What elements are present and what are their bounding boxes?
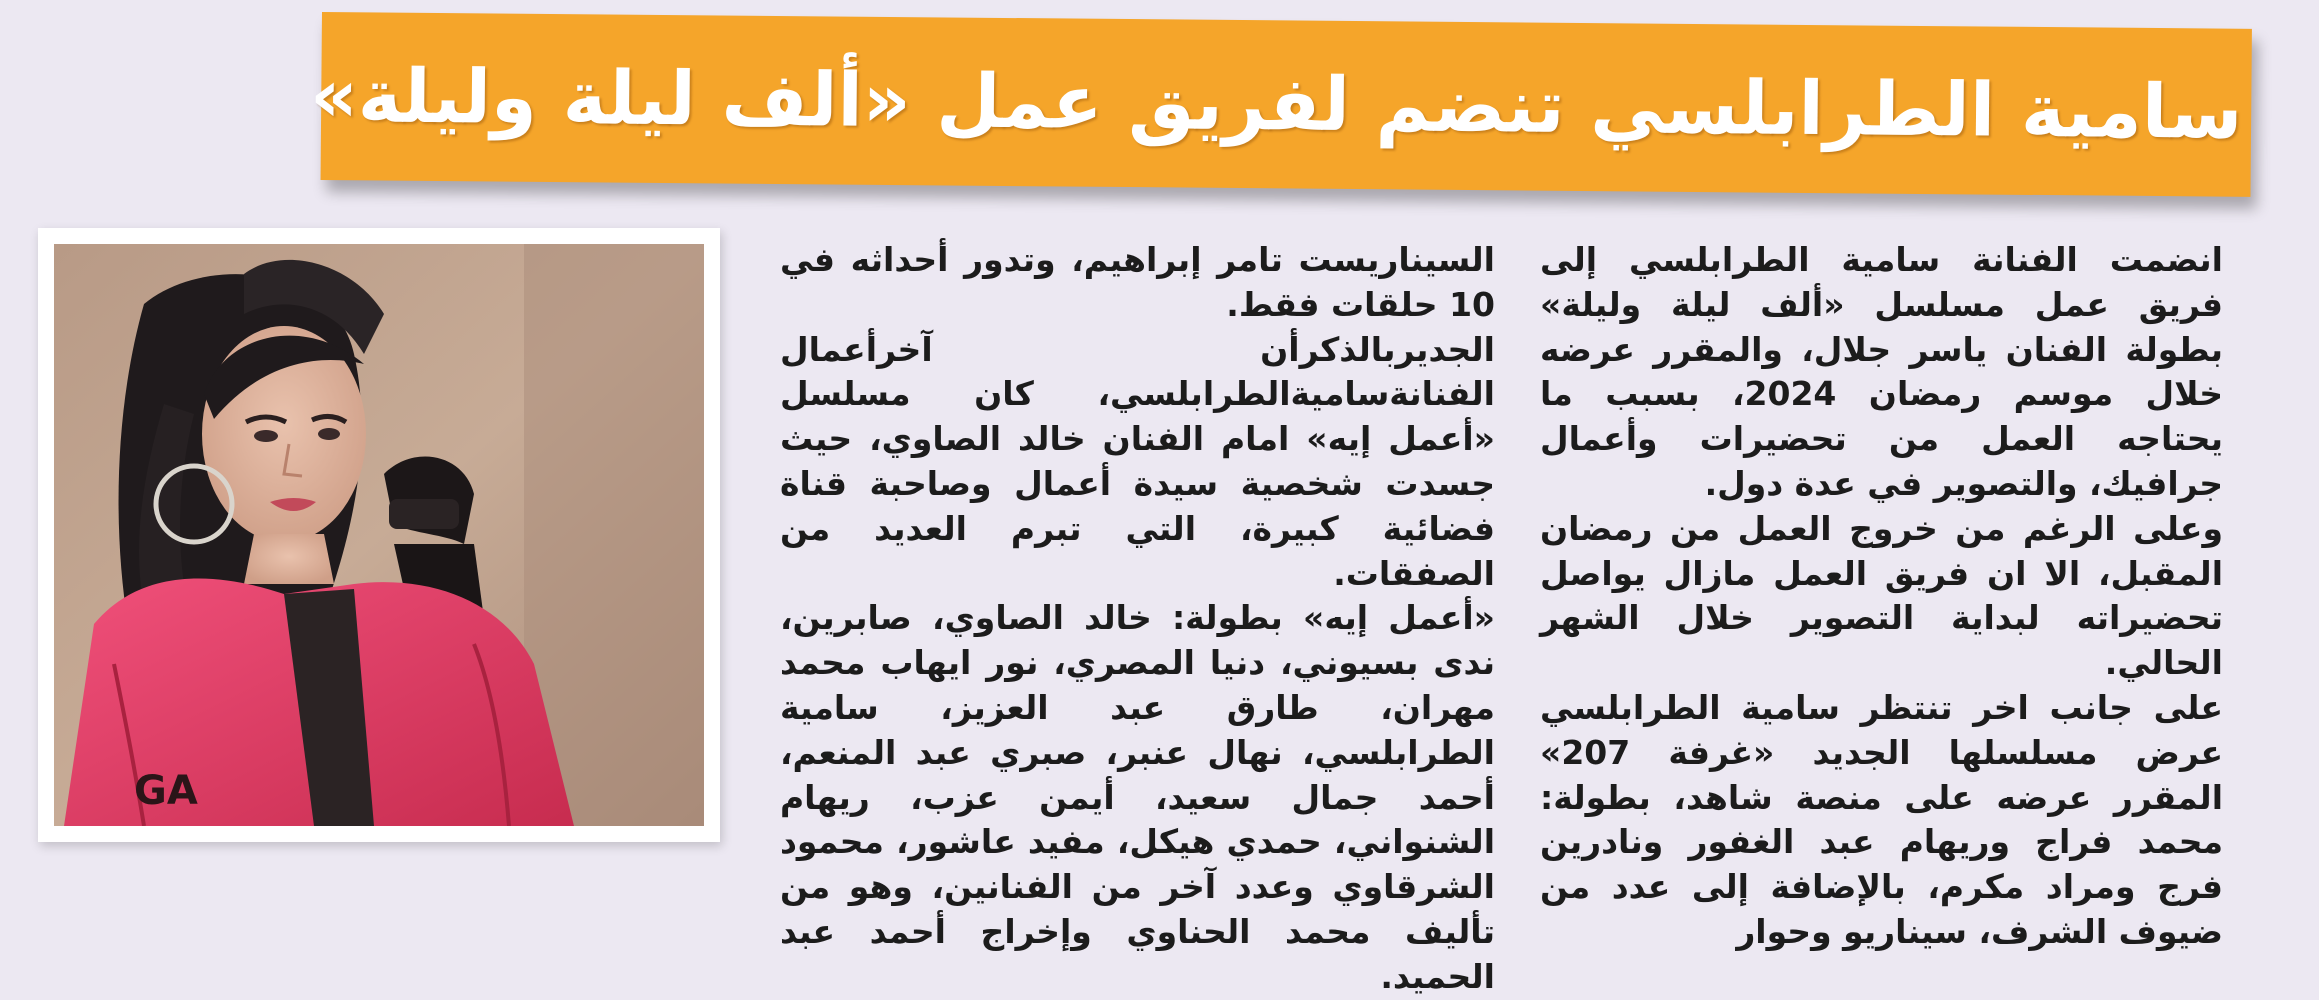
headline: سامية الطرابلسي تنضم لفريق عمل «ألف ليلة وليلة» [309,52,2243,156]
svg-text:GA: GA [134,768,198,814]
article-column-middle [780,238,1495,1000]
paragraph: على جانب اخر تنتظر سامية الطرابلسي عرض مسلسلها الجديد «غرفة 207» المقرر عرضه على منصة شاهد، بطولة: محمد فراج وريهام عبد الغفور ونادرين فرج ومراد مكرم، بالإضافة إلى عدد من ضيوف الشرف، سيناريو وحوار [1540,687,2223,951]
headline-banner [309,12,2252,197]
article-column-right [1540,238,2223,955]
paragraph: انضمت الفنانة سامية الطرابلسي إلى فريق عمل مسلسل «ألف ليلة وليلة» بطولة الفنان ياسر جلال، والمقرر عرضه خلال موسم رمضان 2024، بسبب ما يحتاجه العمل من تحضيرات وأعمال جرافيك، والتصوير في عدة دول. [1540,240,2223,503]
paragraph: الجديربالذكرأن آخرأعمال الفنانةساميةالطرابلسي، كان مسلسل «أعمل إيه» امام الفنان خالد الصاوي، حيث جسدت شخصية سيدة أعمال وصاحبة قناة فضائية كبيرة، التي تبرم العديد من الصفقات. [780,329,1495,593]
paragraph: السيناريست تامر إبراهيم، وتدور أحداثه في 10 حلقات فقط. [780,240,1495,324]
article-photo-frame [38,228,720,842]
article-photo [54,244,704,826]
paragraph: وعلى الرغم من خروج العمل من رمضان المقبل، الا ان فريق العمل مازال يواصل تحضيراته لبداية التصوير خلال الشهر الحالي. [1540,508,2223,683]
paragraph: «أعمل إيه» بطولة: خالد الصاوي، صابرين، ندى بسيوني، دنيا المصري، نور ايهاب محمد مهران، طارق عبد العزيز، سامية الطرابلسي، نهال عنبر، صبري عبد المنعم، أحمد جمال سعيد، أيمن عزب، ريهام الشنواني، حمدي هيكل، مفيد عاشور، محمود الشرقاوي وعدد آخر من الفنانين، وهو من تأليف محمد الحناوي وإخراج أحمد عبد الحميد. [780,598,1495,996]
